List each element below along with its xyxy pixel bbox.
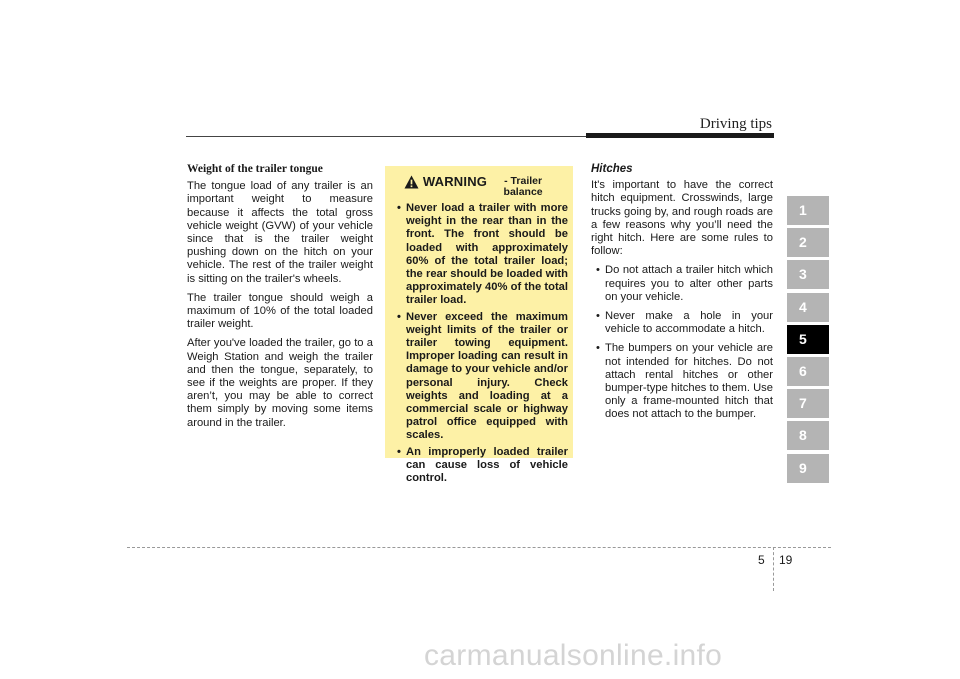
chapter-tab-4[interactable]: 4 bbox=[787, 293, 829, 322]
section-title: Driving tips bbox=[699, 116, 772, 132]
hitch-rule-item: • Do not attach a trailer hitch which requires you to alter other parts on your vehicle. bbox=[591, 264, 773, 304]
chapter-tab-1[interactable]: 1 bbox=[787, 196, 829, 225]
chapter-tab-7[interactable]: 7 bbox=[787, 389, 829, 418]
chapter-tab-2[interactable]: 2 bbox=[787, 228, 829, 257]
paragraph: The trailer tongue should weigh a maximum of 10% of the total loaded trailer weight. bbox=[187, 291, 373, 331]
warning-title: WARNING bbox=[422, 174, 488, 189]
chapter-tab-9[interactable]: 9 bbox=[787, 454, 829, 483]
warning-item: • Never exceed the maximum weight limits of the trailer or trailer towing equipment. Improper loading can result in damage to your vehicle and/or personal injury. Check weights and loading at a commercial scale or highway patrol office equipped with scales. bbox=[392, 311, 568, 443]
warning-header bbox=[392, 174, 568, 198]
hitches-list bbox=[591, 264, 773, 421]
watermark: carmanualsonline.info bbox=[424, 639, 723, 672]
footer-chapter-number: 5 bbox=[758, 553, 765, 567]
footer-divider bbox=[127, 547, 831, 548]
footer-page-divider bbox=[773, 547, 774, 591]
chapter-tab-3[interactable]: 3 bbox=[787, 260, 829, 289]
header-rule bbox=[186, 136, 588, 137]
header-rule-accent bbox=[586, 133, 774, 138]
paragraph: After you've loaded the trailer, go to a Weigh Station and weigh the trailer and then the tongue, separately, to see if the weights are proper. If they aren’t, you may be able to correct them simply by moving some items around in the trailer. bbox=[187, 337, 373, 429]
chapter-tab-6[interactable]: 6 bbox=[787, 357, 829, 386]
warning-triangle-icon bbox=[404, 175, 419, 189]
warning-item: • Never load a trailer with more weight in the rear than in the front. The front should be loaded with approximately 60% of the total trailer load; the rear should be loaded with approximately 40% of the total trailer load. bbox=[392, 202, 568, 308]
hitches-column bbox=[591, 163, 773, 428]
chapter-tabs bbox=[787, 196, 829, 486]
chapter-tab-8[interactable]: 8 bbox=[787, 421, 829, 450]
hitch-rule-item: • Never make a hole in your vehicle to accommodate a hitch. bbox=[591, 310, 773, 336]
warning-box bbox=[385, 166, 573, 485]
tongue-weight-column bbox=[187, 163, 373, 436]
warning-item: • An improperly loaded trailer can cause loss of vehicle control. bbox=[392, 446, 568, 486]
hitch-rule-item: • The bumpers on your vehicle are not intended for hitches. Do not attach rental hitches or other bumper-type hitches to them. Use only a frame-mounted hitch that does not attach to the bumper. bbox=[591, 342, 773, 421]
hitches-intro: It's important to have the correct hitch equipment. Crosswinds, large trucks going by, and rough roads are a few reasons why you’ll need the right hitch. Here are some rules to follow: bbox=[591, 179, 773, 258]
tongue-weight-heading: Weight of the trailer tongue bbox=[187, 163, 323, 175]
chapter-tab-5[interactable]: 5 bbox=[787, 325, 829, 354]
hitches-heading: Hitches bbox=[591, 163, 633, 175]
paragraph: The tongue load of any trailer is an important weight to measure because it affects the total gross vehicle weight (GVW) of your vehicle since that is the trailer weight pushing down on the hitch on your vehicle. The rest of the trailer weight is sitting on the trailer's wheels. bbox=[187, 180, 373, 285]
warning-subtitle: - Trailer balance bbox=[503, 175, 543, 198]
footer-page-number: 19 bbox=[779, 553, 793, 567]
warning-list bbox=[392, 202, 568, 485]
